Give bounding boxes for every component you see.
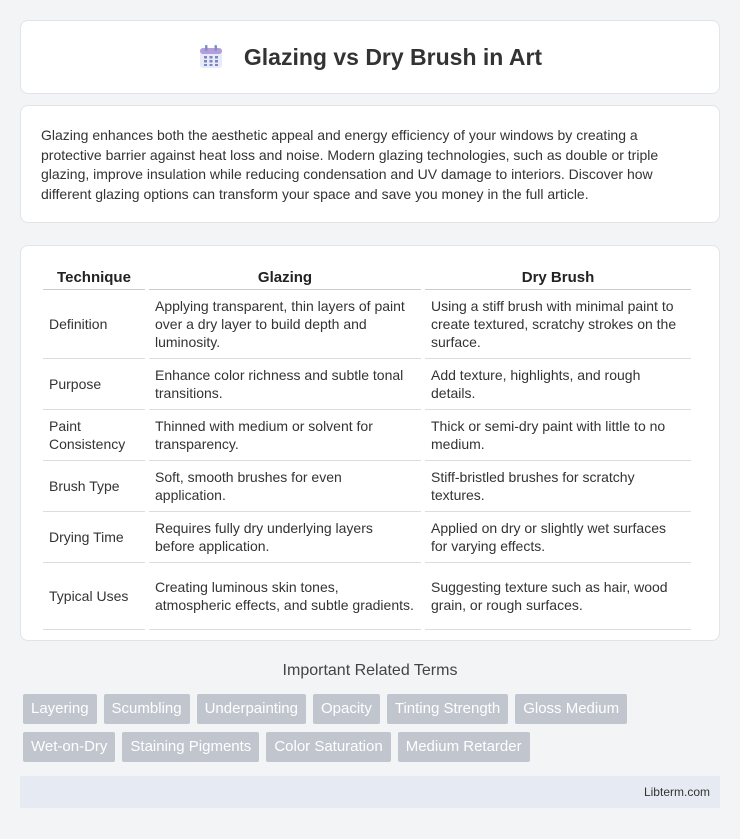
table-cell: Requires fully dry underlying layers before application. (149, 512, 421, 563)
table-cell: Drying Time (43, 512, 145, 563)
term-tag[interactable]: Layering (23, 694, 97, 724)
term-tag[interactable]: Opacity (313, 694, 380, 724)
column-header: Glazing (149, 268, 421, 290)
table-cell: Stiff-bristled brushes for scratchy textures. (425, 461, 691, 512)
table-cell: Thinned with medium or solvent for transparency. (149, 410, 421, 461)
table-row (43, 512, 691, 563)
header-card (20, 20, 720, 94)
table-row (43, 410, 691, 461)
calendar-icon (198, 44, 224, 70)
column-header: Technique (43, 268, 145, 290)
intro-text: Glazing enhances both the aesthetic appeal and energy efficiency of your windows by creating a protective barrier against heat loss and noise. Modern glazing technologies, such as double or triple glazing, improve insulation while reducing condensation and UV damage to interiors. Discover how different glazing options can transform your space and save you money in the full article. (41, 127, 659, 202)
table-cell: Paint Consistency (43, 410, 145, 461)
table-cell: Thick or semi-dry paint with little to no medium. (425, 410, 691, 461)
comparison-table (39, 268, 695, 630)
table-row (43, 290, 691, 359)
table-cell: Applying transparent, thin layers of paint over a dry layer to build depth and luminosity. (149, 290, 421, 359)
related-terms-title: Important Related Terms (282, 662, 458, 679)
term-tag[interactable]: Underpainting (197, 694, 306, 724)
term-tag[interactable]: Color Saturation (266, 732, 390, 762)
table-row (43, 461, 691, 512)
footer (20, 776, 720, 808)
page-title: Glazing vs Dry Brush in Art (243, 43, 543, 70)
comparison-card (20, 245, 720, 641)
term-tag[interactable]: Medium Retarder (398, 732, 530, 762)
term-tag[interactable]: Gloss Medium (515, 694, 627, 724)
table-header-row (43, 268, 691, 290)
table-cell: Purpose (43, 359, 145, 410)
intro-card (20, 105, 720, 223)
footer-link[interactable]: Libterm.com (643, 785, 710, 799)
table-cell: Creating luminous skin tones, atmospheric effects, and subtle gradients. (149, 563, 421, 630)
table-cell: Typical Uses (43, 563, 145, 630)
table-cell: Soft, smooth brushes for even application. (149, 461, 421, 512)
table-cell: Using a stiff brush with minimal paint to create textured, scratchy strokes on the surface. (425, 290, 691, 359)
table-cell: Applied on dry or slightly wet surfaces for varying effects. (425, 512, 691, 563)
table-cell: Suggesting texture such as hair, wood grain, or rough surfaces. (425, 563, 691, 630)
term-tag[interactable]: Scumbling (104, 694, 190, 724)
table-cell: Brush Type (43, 461, 145, 512)
term-tag[interactable]: Staining Pigments (122, 732, 259, 762)
related-terms-list (23, 694, 723, 762)
column-header: Dry Brush (425, 268, 691, 290)
table-cell: Add texture, highlights, and rough details. (425, 359, 691, 410)
table-row (43, 563, 691, 630)
table-cell: Definition (43, 290, 145, 359)
table-row (43, 359, 691, 410)
term-tag[interactable]: Wet-on-Dry (23, 732, 115, 762)
table-cell: Enhance color richness and subtle tonal transitions. (149, 359, 421, 410)
term-tag[interactable]: Tinting Strength (387, 694, 508, 724)
